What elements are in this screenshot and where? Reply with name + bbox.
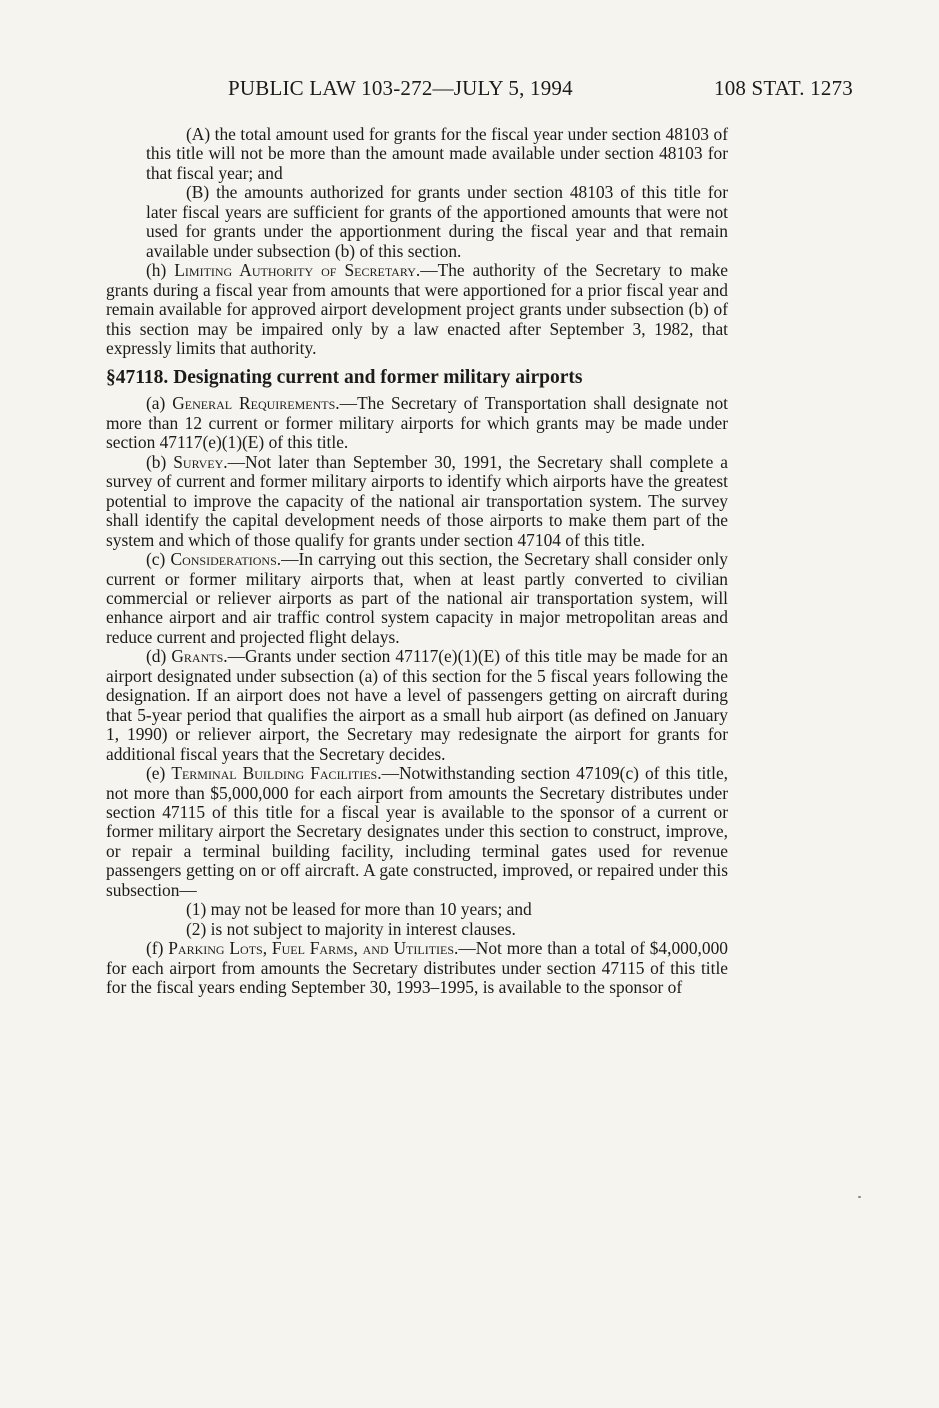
- subsection-text: —In carrying out this section, the Secretary shall consider only current or former military airports that, when at least partly converted to civilian commercial or reliever airports as part of the national air transportation system, will enhance airport and air traffic control system capacity in major metropolitan areas and reduce current and projected flight delays.: [106, 549, 728, 647]
- subsection-e: [106, 764, 728, 900]
- subsection-label: (a): [146, 393, 173, 414]
- paragraph-e-2: (2) is not subject to majority in interest clauses.: [186, 918, 516, 939]
- scan-speck: [858, 1196, 861, 1198]
- subsection-heading: Terminal Building Facilities.: [171, 763, 382, 784]
- subsection-d: [106, 647, 728, 764]
- subsection-heading: Survey.: [173, 451, 228, 472]
- subsection-heading: Considerations.: [170, 549, 282, 570]
- subsection-heading: Limiting Authority of Secretary.: [174, 260, 421, 281]
- paragraph-g-a: (A) the total amount used for grants for the fiscal year under section 48103 of this title will not be more than the amount made available under section 48103 for that fiscal year; and: [146, 124, 728, 183]
- section-number: §47118.: [106, 367, 169, 389]
- subsection-a: [106, 394, 728, 452]
- body-text: [106, 125, 728, 997]
- header-stat-page: 108 STAT. 1273: [714, 76, 853, 100]
- subsection-label: (e): [146, 763, 172, 784]
- subsection-heading: General Requirements.: [172, 393, 340, 414]
- section-title: Designating current and former military airports: [173, 367, 583, 389]
- section-heading: [106, 367, 728, 389]
- subsection-text: —Grants under section 47117(e)(1)(E) of this title may be made for an airport designated under subsection (a) of this section for the 5 fiscal years following the designation. If an airport does not have a level of passengers getting on aircraft during that 5-year period that qualifies the airport as a small hub airport (as defined on January 1, 1990) or reliever airport, the Secretary may redesignate the airport for grants for additional fiscal years that the Secretary decides.: [106, 646, 728, 764]
- running-header: [0, 76, 939, 106]
- paragraph-e-1: (1) may not be leased for more than 10 years; and: [186, 899, 532, 920]
- paragraph-h: [106, 261, 728, 358]
- subsection-b: [106, 453, 728, 550]
- subsection-f: [106, 939, 728, 997]
- subsection-text: —Notwithstanding section 47109(c) of this title, not more than $5,000,000 for each airport from amounts the Secretary distributes under section 47115 of this title for a fiscal year is available to the sponsor of a current or former military airport the Secretary designates under this section to construct, improve, or repair a terminal building facility, including terminal gates used for revenue passengers getting on or off aircraft. A gate constructed, improved, or repaired under this subsection—: [106, 763, 729, 900]
- subsection-text: —The authority of the Secretary to make grants during a fiscal year from amounts that were apportioned for a prior fiscal year and remain available for approved airport development project grants under subsection (b) of this section may be impaired only by a law enacted after September 3, 1982, that expressly limits that authority.: [106, 260, 728, 358]
- subsection-label: (d): [146, 646, 172, 667]
- subsection-heading: Grants.: [171, 646, 228, 667]
- subsection-text: —The Secretary of Transportation shall designate not more than 12 current or former military airports for which grants may be made under section 47117(e)(1)(E) of this title.: [106, 393, 729, 453]
- subsection-text: —Not more than a total of $4,000,000 for each airport from amounts the Secretary distributes under section 47115 of this title for the fiscal years ending September 30, 1993–1995, is available to the sponsor of: [106, 938, 728, 998]
- subsection-label: (b): [146, 451, 174, 472]
- subsection-label: (h): [146, 260, 175, 281]
- header-public-law: PUBLIC LAW 103-272—JULY 5, 1994: [228, 76, 573, 100]
- subsection-label: (f): [146, 938, 169, 959]
- subsection-label: (c): [146, 549, 171, 570]
- subsection-text: —Not later than September 30, 1991, the Secretary shall complete a survey of current and former military airports to identify which airports have the greatest potential to improve the capacity of the national air transportation system. The survey shall identify the capital development needs of those airports to make them part of the system and which of those qualify for grants under section 47104 of this title.: [106, 451, 728, 550]
- paragraph-g-b: (B) the amounts authorized for grants under section 48103 of this title for later fiscal years are sufficient for grants of the apportioned amounts that were not used for grants under the apportionment during the fiscal year and that remain available under subsection (b) of this section.: [146, 182, 728, 261]
- subsection-c: [106, 550, 728, 647]
- subsection-heading: Parking Lots, Fuel Farms, and Utilities.: [168, 938, 459, 959]
